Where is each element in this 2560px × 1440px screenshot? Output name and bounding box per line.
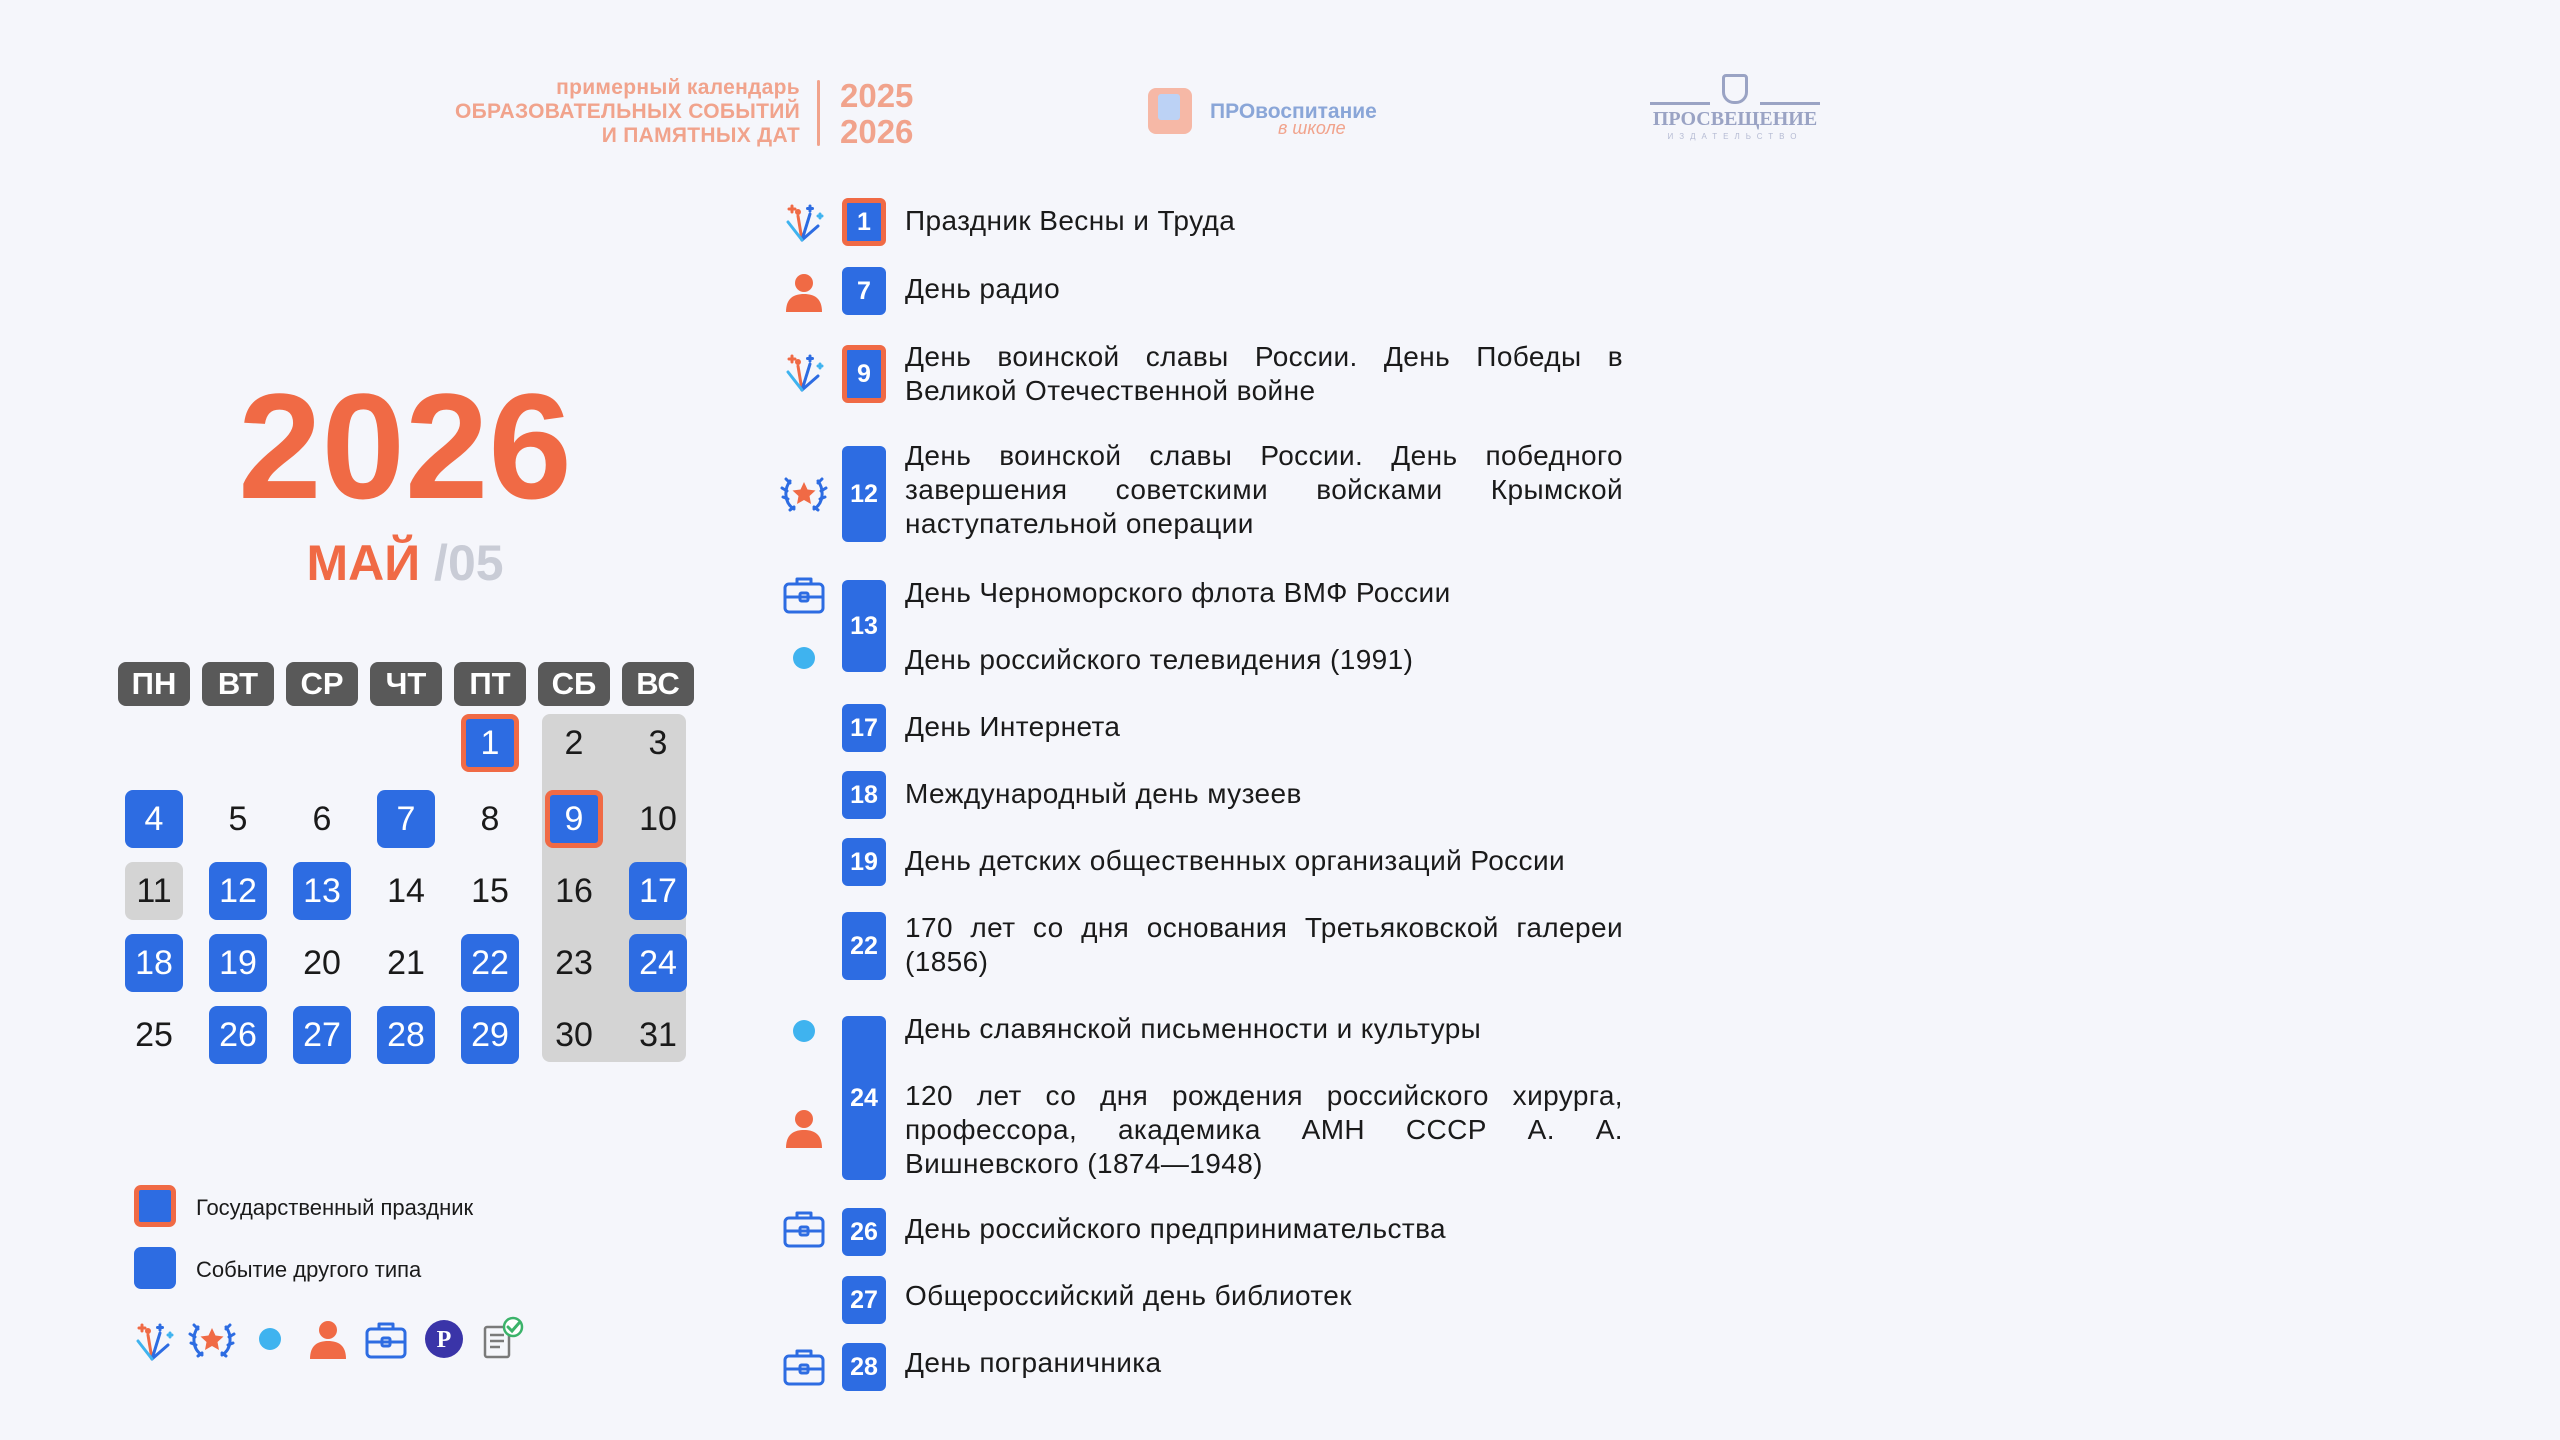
calendar-day-21: 21	[387, 944, 425, 982]
calendar-day-5: 5	[228, 800, 248, 838]
publisher-sub: ИЗДАТЕЛЬСТВО	[1667, 132, 1803, 141]
event-date-22: 22	[842, 912, 886, 980]
month-heading	[150, 534, 660, 592]
dot-icon	[246, 1315, 294, 1363]
month-name: МАЙ	[306, 535, 421, 591]
event-text: 170 лет со дня основания Третьяковской галереи (1856)	[905, 912, 1623, 977]
calendar-day-28: 28	[377, 1006, 435, 1064]
event-text: День радио	[905, 273, 1061, 304]
calendar-title	[420, 76, 800, 148]
pro-logo-sub: в школе	[1278, 118, 1346, 138]
logo-line-left	[1650, 102, 1710, 105]
briefcase-icon	[780, 1342, 828, 1390]
calendar-day-16: 16	[555, 872, 593, 910]
calendar-day-24: 24	[629, 934, 687, 992]
calendar-day-9: 9	[545, 790, 603, 848]
event-text: День славянской письменности и культуры	[905, 1013, 1482, 1044]
calendar-day-23: 23	[555, 944, 593, 982]
event-text: Праздник Весны и Труда	[905, 205, 1236, 236]
calendar-day-31: 31	[639, 1016, 677, 1054]
event-text: День воинской славы России. День Победы в Великой Отечественной войне	[905, 341, 1623, 406]
ruble-icon	[420, 1315, 468, 1363]
legend-icons	[130, 1315, 550, 1365]
pro-vospitanie-logo	[1148, 88, 1378, 138]
calendar-day-10: 10	[639, 800, 677, 838]
person-icon	[780, 268, 828, 316]
event-date-1: 1	[842, 198, 886, 246]
event-date-18: 18	[842, 771, 886, 819]
calendar-day-7: 7	[377, 790, 435, 848]
person-icon	[304, 1315, 352, 1363]
person-icon	[780, 1104, 828, 1152]
event-date-24: 24	[842, 1016, 886, 1180]
event-text: День детских общественных организаций России	[905, 845, 1566, 876]
briefcase-icon	[362, 1315, 410, 1363]
calendar-day-26: 26	[209, 1006, 267, 1064]
calendar-day-2: 2	[564, 724, 584, 762]
logo-line-right	[1760, 102, 1820, 105]
legend-holiday	[134, 1185, 634, 1227]
calendar-day-19: 19	[209, 934, 267, 992]
fireworks-icon	[130, 1315, 178, 1363]
prosveshchenie-logo	[1650, 74, 1820, 144]
event-date-17: 17	[842, 704, 886, 752]
event-text: День Интернета	[905, 711, 1121, 742]
event-date-9: 9	[842, 345, 886, 403]
book-icon	[1148, 88, 1192, 134]
briefcase-icon	[780, 1204, 828, 1252]
calendar-day-27: 27	[293, 1006, 351, 1064]
dot-icon	[780, 1007, 828, 1055]
calendar-day-18: 18	[125, 934, 183, 992]
academic-years	[840, 78, 913, 150]
title-line-1: примерный календарь	[556, 76, 800, 99]
svg-text:P: P	[436, 1327, 452, 1353]
year-end: 2026	[840, 113, 914, 150]
calendar-day-11: 11	[125, 862, 183, 920]
holiday-swatch	[134, 1185, 176, 1227]
event-text: День Черноморского флота ВМФ России	[905, 577, 1451, 608]
pro-logo-name: ПРОвоспитание	[1210, 100, 1377, 123]
briefcase-icon	[780, 570, 828, 618]
event-text: День воинской славы России. День победного завершения советскими войсками Крымской наступательной операции	[905, 440, 1623, 539]
fireworks-icon	[780, 196, 828, 244]
calendar-day-29: 29	[461, 1006, 519, 1064]
event-text: День пограничника	[905, 1347, 1162, 1378]
dot-icon	[780, 634, 828, 682]
calendar-day-3: 3	[648, 724, 668, 762]
weekday-6: СБ	[538, 662, 610, 706]
header-separator	[817, 80, 820, 146]
legend-holiday-label: Государственный праздник	[196, 1195, 474, 1220]
calendar-day-17: 17	[629, 862, 687, 920]
calendar-day-14: 14	[387, 872, 425, 910]
weekday-3: СР	[286, 662, 358, 706]
calendar-day-22: 22	[461, 934, 519, 992]
weekday-2: ВТ	[202, 662, 274, 706]
event-date-28: 28	[842, 1343, 886, 1391]
fireworks-icon	[780, 346, 828, 394]
event-text: Общероссийский день библиотек	[905, 1280, 1352, 1311]
emblem-icon	[1722, 74, 1748, 104]
calendar-day-12: 12	[209, 862, 267, 920]
event-date-19: 19	[842, 838, 886, 886]
event-date-27: 27	[842, 1276, 886, 1324]
publisher-name: ПРОСВЕЩЕНИЕ	[1652, 108, 1818, 130]
calendar-day-8: 8	[480, 800, 500, 838]
calendar-day-1: 1	[461, 714, 519, 772]
calendar-day-13: 13	[293, 862, 351, 920]
month-number: /05	[434, 535, 504, 591]
weekday-7: ВС	[622, 662, 694, 706]
calendar-day-20: 20	[303, 944, 341, 982]
event-date-7: 7	[842, 267, 886, 315]
title-line-3: И ПАМЯТНЫХ ДАТ	[601, 124, 800, 147]
legend-other-label: Событие другого типа	[196, 1257, 422, 1282]
calendar-day-6: 6	[312, 800, 332, 838]
calendar-day-30: 30	[555, 1016, 593, 1054]
laurel-star-icon	[780, 469, 828, 517]
event-date-26: 26	[842, 1208, 886, 1256]
event-text: День российского телевидения (1991)	[905, 644, 1414, 675]
legend-other	[134, 1247, 634, 1289]
document-check-icon	[478, 1315, 526, 1363]
event-date-13: 13	[842, 580, 886, 672]
event-swatch	[134, 1247, 176, 1289]
weekday-1: ПН	[118, 662, 190, 706]
event-text: Международный день музеев	[905, 778, 1302, 809]
weekday-5: ПТ	[454, 662, 526, 706]
event-text: День российского предпринимательства	[905, 1213, 1447, 1244]
calendar-day-4: 4	[125, 790, 183, 848]
year-start: 2025	[840, 77, 914, 114]
year-heading: 2026	[238, 362, 572, 530]
event-text: 120 лет со дня рождения российского хирурга, профессора, академика АМН СССР А. А. Вишневского (1874—1948)	[905, 1080, 1623, 1179]
calendar-day-25: 25	[135, 1016, 173, 1054]
calendar-day-15: 15	[471, 872, 509, 910]
weekday-4: ЧТ	[370, 662, 442, 706]
laurel-star-icon	[188, 1315, 236, 1363]
event-date-12: 12	[842, 446, 886, 542]
title-line-2: ОБРАЗОВАТЕЛЬНЫХ СОБЫТИЙ	[455, 100, 800, 123]
